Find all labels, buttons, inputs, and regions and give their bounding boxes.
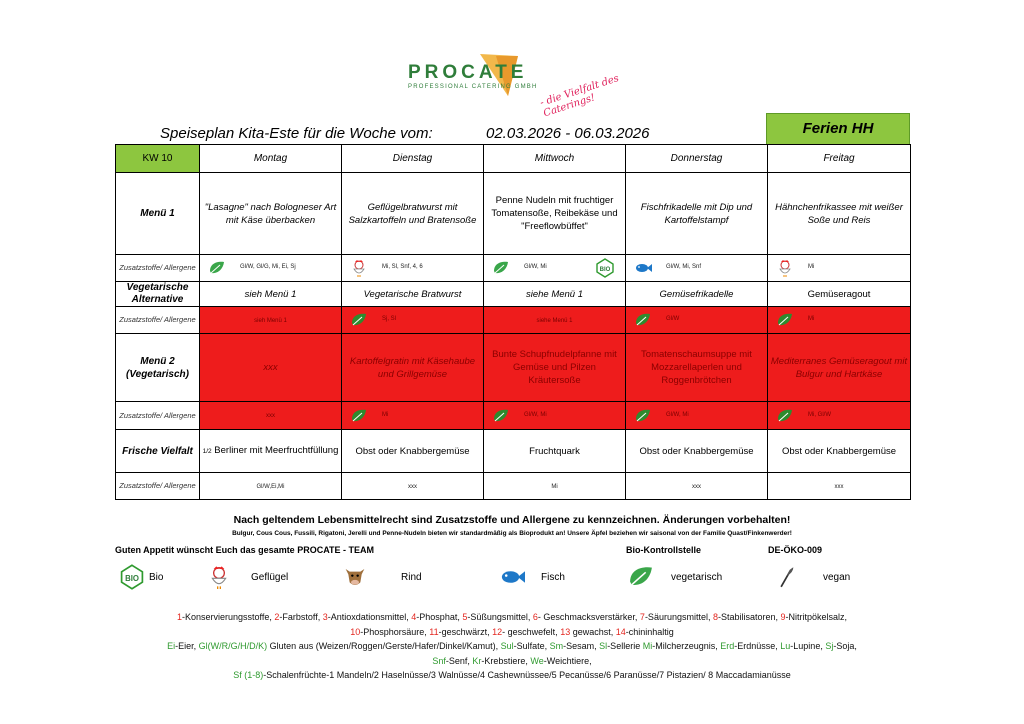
menu2-cell: Kartoffelgratin mit Käsehaube und Grillgemüse xyxy=(342,334,484,402)
poultry-icon xyxy=(207,564,231,590)
code-desc: -Nitritpökelsalz, xyxy=(785,612,848,622)
menu2-cell: Bunte Schupfnudelpfanne mit Gemüse und Pilzen Kräutersoße xyxy=(484,334,626,402)
menu1-cell: Hähnchenfrikassee mit weißer Soße und Reis xyxy=(768,173,911,255)
allergen-cell: Mi xyxy=(484,473,626,500)
day-header: Donnerstag xyxy=(626,145,768,173)
vegan-sprout-icon xyxy=(775,563,797,591)
code-key: Sl xyxy=(599,641,608,651)
logo-name: PROCATE xyxy=(408,62,528,83)
code-key: Gl(W/R/G/H/D/K) xyxy=(198,641,268,651)
day-header: Freitag xyxy=(768,145,911,173)
logo-slogan: - die Vielfalt des Caterings! xyxy=(538,73,621,120)
code-desc: -Lupine, xyxy=(790,641,826,651)
code-key: 2 xyxy=(274,612,280,622)
code-key: 12 xyxy=(492,626,503,637)
code-desc: -Süßungsmittel, xyxy=(467,612,533,622)
fresh-cell: Obst oder Knabbergemüse xyxy=(342,430,484,473)
day-header: Montag xyxy=(200,145,342,173)
codes-line-allergens-1 xyxy=(0,639,1024,654)
code-key: 11 xyxy=(429,626,439,637)
week-cell: KW 10 xyxy=(116,145,200,173)
code-key: Ei xyxy=(167,641,176,651)
codes-line-nuts xyxy=(0,668,1024,683)
code-key: We xyxy=(530,655,544,666)
veg-alt-cell: Vegetarische Bratwurst xyxy=(342,282,484,307)
legal-note: Nach geltendem Lebensmittelrecht sind Zusatzstoffe und Allergene zu kennzeichnen. Änderungen vorbehalten! xyxy=(233,514,791,526)
day-header: Dienstag xyxy=(342,145,484,173)
allergen-cell: xxx xyxy=(626,473,768,500)
code-key: 4 xyxy=(411,612,417,622)
code-desc: -Eier, xyxy=(175,641,199,651)
code-desc: -Erdnüsse, xyxy=(734,641,781,651)
allergen-cell: siehe Menü 1 xyxy=(484,307,626,334)
menu2-allergen-row xyxy=(116,402,911,430)
table-header-row xyxy=(116,145,911,173)
code-desc: -Phosphorsäure, xyxy=(360,626,430,637)
menu1-cell: Fischfrikadelle mit Dip und Kartoffelstampf xyxy=(626,173,768,255)
legend: BIO Bio Geflügel Rind Fisch vegetarisch vegan xyxy=(115,562,915,596)
code-desc: -Farbstoff, xyxy=(279,612,323,622)
allergen-cell: xxx xyxy=(342,473,484,500)
allergen-cell: Mi, Gl/W xyxy=(768,402,911,430)
row-label-allergens: Zusatzstoffe/ Allergene xyxy=(116,402,200,430)
code-key: Snf xyxy=(432,655,446,666)
veg-alt-cell: siehe Menü 1 xyxy=(484,282,626,307)
code-desc: -Schalenfrüchte-1 Mandeln/2 Haselnüsse/3 Walnüsse/4 Cashewnüssee/5 Pecanüsse/6 Paranüsse/7 Pistazien/ 8 Maccadamianüsse xyxy=(263,670,791,680)
code-desc: -Säurungsmittel, xyxy=(644,612,713,622)
code-key: 6 xyxy=(532,612,538,622)
allergen-cell: Gl/W, Mi xyxy=(626,402,768,430)
code-key: Erd xyxy=(720,641,735,651)
codes-line-allergens-2 xyxy=(0,654,1024,669)
veg-alt-row xyxy=(116,282,911,307)
poultry-icon xyxy=(776,259,794,277)
row-label-allergens: Zusatzstoffe/ Allergene xyxy=(116,473,200,500)
veg-alt-cell: Gemüsefrikadelle xyxy=(626,282,768,307)
fresh-cell: Fruchtquark xyxy=(484,430,626,473)
allergen-cell: sieh Menü 1 xyxy=(200,307,342,334)
menu2-cell: Tomatenschaumsuppe mit Mozzarellaperlen und Roggenbrötchen xyxy=(626,334,768,402)
menu2-cell: xxx xyxy=(200,334,342,402)
bio-seal-icon xyxy=(595,258,615,278)
allergen-cell: Mi xyxy=(768,255,911,282)
menu1-allergen-row xyxy=(116,255,911,282)
menu1-cell: Geflügelbratwurst mit Salzkartoffeln und Bratensoße xyxy=(342,173,484,255)
bio-note: Bulgur, Cous Cous, Fussili, Rigatoni, Jerelli und Penne-Nudeln bieten wir standardmäßig als Bioprodukt an! Unsere Äpfel beziehen wir saisonal von der Familie Quast/Finkenwerder! xyxy=(232,530,792,537)
code-desc: -Senf, xyxy=(445,655,473,666)
code-key: 14 xyxy=(615,626,626,637)
allergen-cell: xxx xyxy=(200,402,342,430)
code-key: 5 xyxy=(462,612,468,622)
row-label-allergens: Zusatzstoffe/ Allergene xyxy=(116,307,200,334)
bio-seal-icon xyxy=(119,564,145,590)
code-desc: -Antioxdationsmittel, xyxy=(327,612,412,622)
veg-alt-cell: Gemüseragout xyxy=(768,282,911,307)
fresh-cell: Obst oder Knabbergemüse xyxy=(626,430,768,473)
code-desc: -chininhaltig xyxy=(625,626,674,637)
greeting: Guten Appetit wünscht Euch das gesamte PROCATE - TEAM xyxy=(115,545,375,555)
code-key: Kr xyxy=(472,655,482,666)
fresh-allergen-row xyxy=(116,473,911,500)
fish-icon xyxy=(499,564,525,590)
code-desc: -Soja, xyxy=(833,641,857,651)
code-key: 3 xyxy=(322,612,328,622)
allergen-cell: Gl/W,Ei,Mi xyxy=(200,473,342,500)
plan-title: Speiseplan Kita-Este für die Woche vom: xyxy=(160,125,433,142)
svg-text:BIO: BIO xyxy=(599,267,611,273)
allergen-cell: Mi xyxy=(768,307,911,334)
allergen-cell: Gl/W, Gl/G, Mi, Ei, Sj xyxy=(200,255,342,282)
allergen-cell: Gl/W, Mi xyxy=(484,402,626,430)
vegetarian-leaf-icon xyxy=(634,311,652,329)
menu1-row xyxy=(116,173,911,255)
code-desc: -Sellerie xyxy=(607,641,643,651)
fresh-row xyxy=(116,430,911,473)
codes-line-additives-2 xyxy=(0,625,1024,640)
menu-table xyxy=(115,144,911,500)
fresh-cell: Obst oder Knabbergemüse xyxy=(768,430,911,473)
vegetarian-leaf-icon xyxy=(492,259,510,277)
day-header: Mittwoch xyxy=(484,145,626,173)
menu2-cell: Mediterranes Gemüseragout mit Bulgur und Hartkäse xyxy=(768,334,911,402)
poultry-icon xyxy=(350,259,368,277)
veg-alt-allergen-row xyxy=(116,307,911,334)
code-key: 13 xyxy=(560,626,571,637)
code-desc: -Stabilisatoren, xyxy=(717,612,781,622)
codes-line-additives-1 xyxy=(0,610,1024,625)
code-desc: - Geschmacksverstärker, xyxy=(537,612,640,622)
vegetarian-leaf-icon xyxy=(634,407,652,425)
vegetarian-leaf-icon xyxy=(492,407,510,425)
code-desc: -Sesam, xyxy=(563,641,600,651)
vegetarian-leaf-icon xyxy=(776,311,794,329)
vegetarian-leaf-icon xyxy=(350,407,368,425)
code-desc: -Weichtiere, xyxy=(543,655,592,666)
allergen-cell: Mi xyxy=(342,402,484,430)
code-desc: -Krebstiere, xyxy=(481,655,531,666)
menu1-cell: Penne Nudeln mit fruchtiger Tomatensoße, Reibekäse und "Freeflowbüffet" xyxy=(484,173,626,255)
row-label-fresh: Frische Vielfalt xyxy=(116,430,200,473)
svg-text:BIO: BIO xyxy=(125,573,139,583)
allergen-cell: Gl/W, Mi BIO xyxy=(484,255,626,282)
row-label-menu1: Menü 1 xyxy=(116,173,200,255)
allergen-cell: Gl/W xyxy=(626,307,768,334)
code-key: 10 xyxy=(350,626,361,637)
vegetarian-leaf-icon xyxy=(776,407,794,425)
veg-alt-cell: sieh Menü 1 xyxy=(200,282,342,307)
code-desc: -Phosphat, xyxy=(416,612,463,622)
allergen-cell: Mi, Sl, Snf, 4, 6 xyxy=(342,255,484,282)
plan-dates: 02.03.2026 - 06.03.2026 xyxy=(486,125,650,142)
vegetarian-leaf-icon xyxy=(350,311,368,329)
logo-subtitle: PROFESSIONAL CATERING GMBH xyxy=(408,84,538,90)
vegetarian-leaf-icon xyxy=(627,563,655,591)
code-desc: Gluten aus (Weizen/Roggen/Gerste/Hafer/Dinkel/Kamut), xyxy=(267,641,501,651)
code-key: Mi xyxy=(642,641,653,651)
fish-icon xyxy=(634,259,652,277)
menu1-cell: "Lasagne" nach Bologneser Art mit Käse überbacken xyxy=(200,173,342,255)
bio-control-code: DE-ÖKO-009 xyxy=(768,545,823,555)
bio-control-label: Bio-Kontrollstelle xyxy=(626,545,702,555)
code-desc: -geschwärzt, xyxy=(438,626,493,637)
code-desc: -Milcherzeugnis, xyxy=(652,641,721,651)
row-label-allergens: Zusatzstoffe/ Allergene xyxy=(116,255,200,282)
vegetarian-leaf-icon xyxy=(208,259,226,277)
cow-icon xyxy=(343,564,367,590)
additive-codes xyxy=(0,610,1024,683)
code-key: 7 xyxy=(639,612,645,622)
code-key: Lu xyxy=(780,641,791,651)
code-key: Sul xyxy=(500,641,514,651)
fresh-cell: 1/2 Berliner mit Meerfruchtfüllung xyxy=(200,430,342,473)
code-desc: -Konservierungsstoffe, xyxy=(181,612,275,622)
code-desc: - geschwefelt, xyxy=(502,626,561,637)
code-key: Sm xyxy=(549,641,564,651)
code-key: Sj xyxy=(825,641,834,651)
code-key: Sf (1-8) xyxy=(233,670,264,680)
row-label-veg-alt: Vegetarische Alternative xyxy=(116,282,200,307)
code-desc: -Sulfate, xyxy=(513,641,550,651)
allergen-cell: Sj, Sl xyxy=(342,307,484,334)
allergen-cell: Gl/W, Mi, Snf xyxy=(626,255,768,282)
code-desc: gewachst, xyxy=(570,626,616,637)
row-label-menu2: Menü 2 (Vegetarisch) xyxy=(116,334,200,402)
code-key: 1 xyxy=(176,612,182,622)
holiday-badge: Ferien HH xyxy=(766,113,910,145)
allergen-cell: xxx xyxy=(768,473,911,500)
menu2-row xyxy=(116,334,911,402)
procate-logo xyxy=(400,48,630,120)
code-key: 9 xyxy=(780,612,786,622)
code-key: 8 xyxy=(712,612,718,622)
